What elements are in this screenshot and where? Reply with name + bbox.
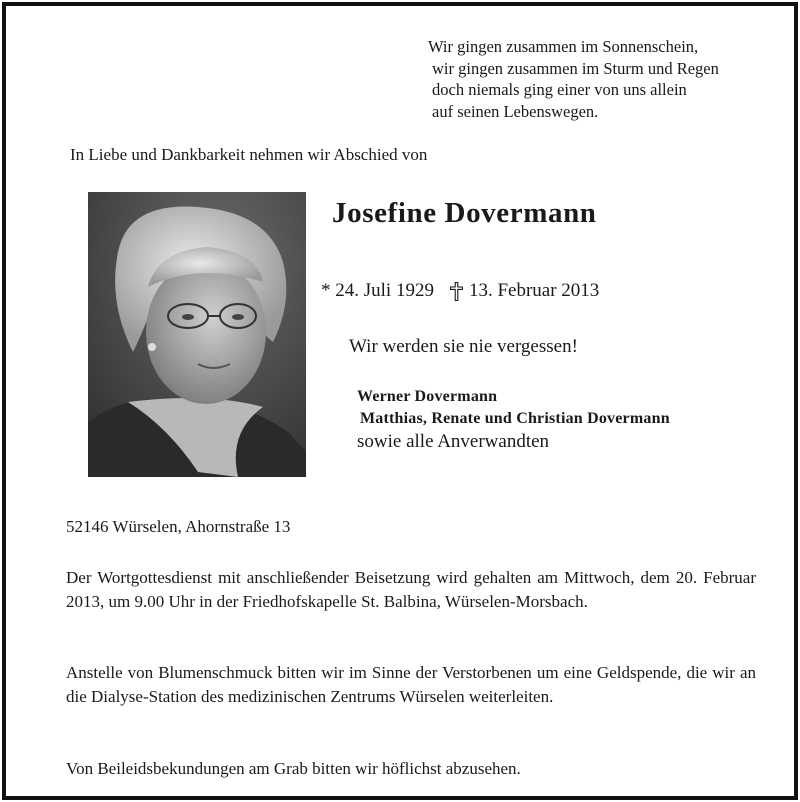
family-line: sowie alle Anverwandten bbox=[357, 431, 550, 452]
motto-text: Wir werden sie nie vergessen! bbox=[349, 336, 578, 357]
service-text: Der Wortgottesdienst mit anschließender Beisetzung wird gehalten am Mittwoch, dem 20. Februar 2013, um 9.00 Uhr in der Friedhofskapelle St. Balbina, Würselen-Morsbach. bbox=[66, 568, 756, 611]
life-dates bbox=[321, 280, 599, 302]
poem-line: wir gingen zusammen im Sturm und Regen bbox=[432, 58, 719, 78]
portrait-photo bbox=[88, 192, 306, 477]
poem-line: Wir gingen zusammen im Sonnenschein, bbox=[428, 37, 699, 56]
death-date-group bbox=[450, 280, 599, 302]
condolence-text: Von Beileidsbekundungen am Grab bitten wir höflichst abzusehen. bbox=[66, 759, 521, 778]
family-line: Werner Dovermann bbox=[357, 388, 498, 405]
donation-text: Anstelle von Blumenschmuck bitten wir im Sinne der Verstorbenen um eine Geldspende, die wir an die Dialyse-Station des medizinischen Zentrums Würselen weiterleiten. bbox=[66, 663, 756, 706]
family-signatures bbox=[357, 386, 670, 454]
family-line: Matthias, Renate und Christian Dovermann bbox=[360, 410, 670, 427]
deceased-name: Josefine Dovermann bbox=[332, 197, 597, 229]
poem bbox=[428, 36, 719, 122]
poem-line: auf seinen Lebenswegen. bbox=[432, 101, 599, 121]
birth-date: * 24. Juli 1929 bbox=[321, 280, 434, 301]
death-date: 13. Februar 2013 bbox=[468, 280, 600, 301]
address-text: 52146 Würselen, Ahornstraße 13 bbox=[66, 517, 291, 536]
cross-icon bbox=[450, 282, 463, 301]
poem-line: doch niemals ging einer von uns allein bbox=[432, 80, 687, 99]
intro-text: In Liebe und Dankbarkeit nehmen wir Abschied von bbox=[70, 145, 428, 164]
